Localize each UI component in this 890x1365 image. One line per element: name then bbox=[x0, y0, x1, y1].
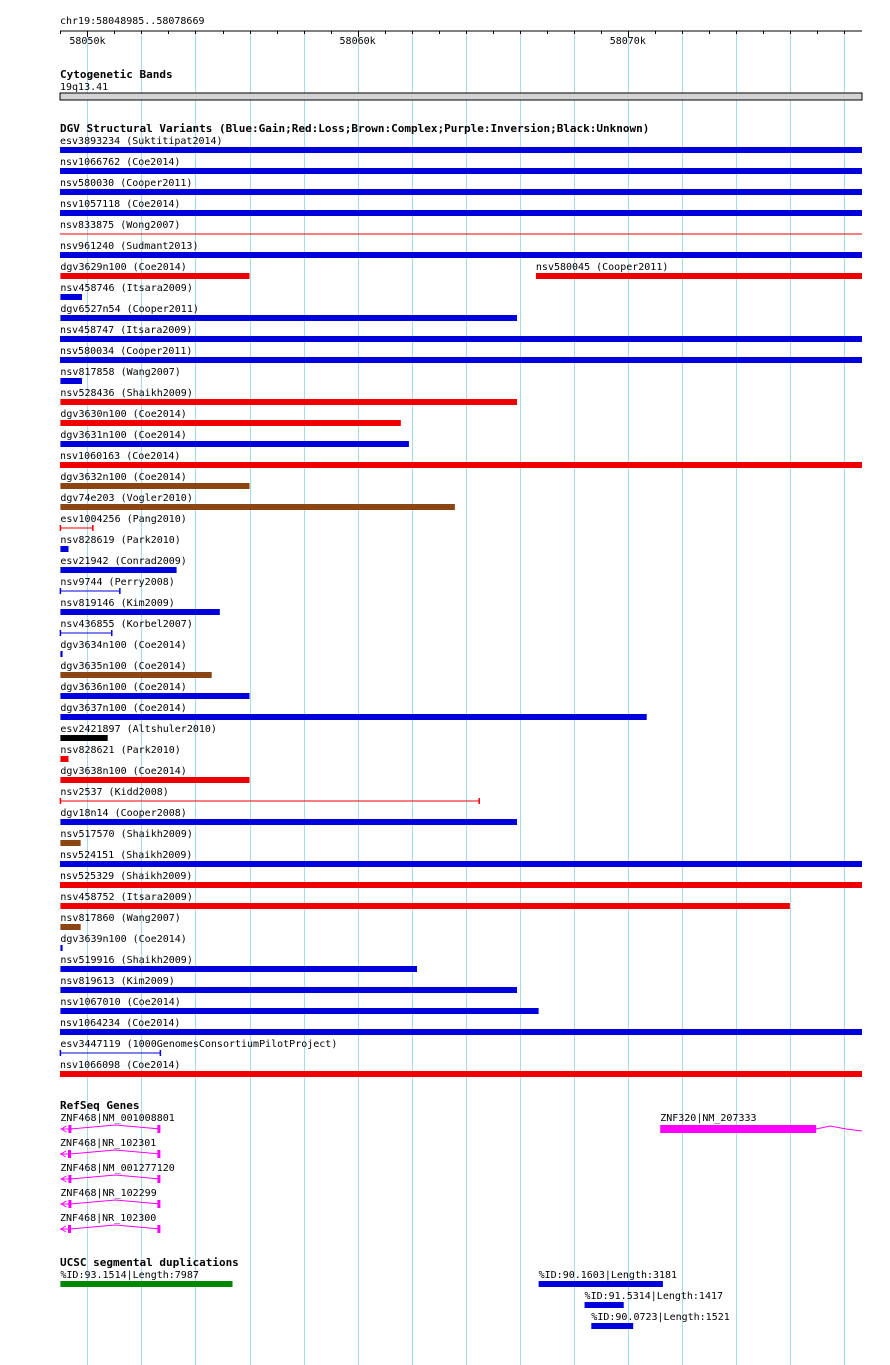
dgv-variant-label: nsv458747 (Itsara2009) bbox=[60, 325, 193, 336]
segdup-bar[interactable] bbox=[539, 1281, 663, 1287]
dgv-variant[interactable] bbox=[60, 787, 479, 804]
dgv-variant-label: nsv819613 (Kim2009) bbox=[60, 976, 175, 987]
dgv-variant[interactable] bbox=[60, 451, 862, 468]
segdup-bar[interactable] bbox=[585, 1302, 624, 1308]
dgv-variant-bar[interactable] bbox=[60, 987, 517, 993]
dgv-variant[interactable] bbox=[60, 199, 862, 216]
dgv-variant-label: nsv817860 (Wang2007) bbox=[60, 913, 181, 924]
region-label: chr19:58048985..58078669 bbox=[60, 16, 205, 27]
dgv-variant[interactable] bbox=[60, 514, 186, 531]
dgv-variant[interactable] bbox=[60, 682, 249, 699]
refseq-exon[interactable] bbox=[68, 1175, 71, 1183]
dgv-variant-label: nsv1064234 (Coe2014) bbox=[60, 1018, 181, 1029]
dgv-variant-bar[interactable] bbox=[60, 966, 417, 972]
segdup-feature[interactable] bbox=[539, 1270, 677, 1287]
dgv-variant-bar[interactable] bbox=[60, 1008, 538, 1014]
refseq-exon[interactable] bbox=[660, 1125, 816, 1133]
dgv-variant-bar[interactable] bbox=[60, 483, 249, 489]
refseq-exon[interactable] bbox=[157, 1125, 160, 1133]
dgv-variant-label: nsv458752 (Itsara2009) bbox=[60, 892, 193, 903]
refseq-gene[interactable] bbox=[60, 1138, 160, 1158]
refseq-exon[interactable] bbox=[68, 1200, 71, 1208]
dgv-variant-label: dgv18n14 (Cooper2008) bbox=[60, 808, 187, 819]
dgv-variant-bar[interactable] bbox=[60, 672, 211, 678]
dgv-variant[interactable] bbox=[60, 703, 646, 720]
segdup-features bbox=[60, 1270, 729, 1329]
ruler-tick-label: 58060k bbox=[339, 36, 376, 47]
dgv-variant[interactable] bbox=[60, 535, 180, 552]
refseq-track-title[interactable]: RefSeq Genes bbox=[60, 1099, 140, 1112]
dgv-variant-label: esv3447119 (1000GenomesConsortiumPilotProject) bbox=[60, 1039, 338, 1050]
ruler-track bbox=[60, 16, 862, 47]
ruler-tick-label: 58070k bbox=[609, 36, 646, 47]
segdup-label: %ID:90.1603|Length:3181 bbox=[538, 1270, 678, 1281]
segdup-bar[interactable] bbox=[60, 1281, 232, 1287]
dgv-variant[interactable] bbox=[60, 892, 789, 909]
dgv-variant[interactable] bbox=[60, 283, 192, 300]
dgv-variant[interactable] bbox=[60, 871, 862, 888]
refseq-gene[interactable] bbox=[60, 1113, 174, 1133]
dgv-variant-bar[interactable] bbox=[60, 777, 249, 783]
dgv-variant-bar[interactable] bbox=[60, 252, 862, 258]
segdup-label: %ID:90.0723|Length:1521 bbox=[591, 1312, 730, 1323]
dgv-variant-label: nsv525329 (Shaikh2009) bbox=[60, 871, 193, 882]
dgv-variant-label: nsv961240 (Sudmant2013) bbox=[60, 241, 199, 252]
dgv-variant-bar[interactable] bbox=[60, 1071, 862, 1077]
dgv-variant[interactable] bbox=[60, 766, 249, 783]
dgv-variant-label: dgv74e203 (Vogler2010) bbox=[60, 493, 193, 504]
cytoband-track-title[interactable]: Cytogenetic Bands bbox=[60, 68, 173, 81]
segdup-track bbox=[60, 1256, 730, 1329]
refseq-gene[interactable] bbox=[60, 1188, 160, 1208]
refseq-intron bbox=[70, 1225, 160, 1229]
dgv-variant-bar[interactable] bbox=[60, 504, 454, 510]
dgv-variant[interactable] bbox=[60, 640, 186, 657]
dgv-variant[interactable] bbox=[60, 724, 217, 741]
dgv-variant-label: nsv436855 (Korbel2007) bbox=[60, 619, 193, 630]
refseq-exon[interactable] bbox=[157, 1175, 160, 1183]
dgv-variant[interactable] bbox=[60, 136, 862, 153]
cytoband-track bbox=[60, 68, 862, 100]
dgv-variant[interactable] bbox=[60, 577, 174, 594]
dgv-variant[interactable] bbox=[60, 808, 517, 825]
dgv-track bbox=[60, 122, 862, 1077]
dgv-variant-label: nsv819146 (Kim2009) bbox=[60, 598, 175, 609]
dgv-variant[interactable] bbox=[60, 430, 409, 447]
refseq-gene-label: ZNF468|NM_001008801 bbox=[60, 1113, 175, 1124]
ruler-tick-label: 58050k bbox=[69, 36, 106, 47]
dgv-variant-bar[interactable] bbox=[60, 210, 862, 216]
dgv-variant-label: nsv9744 (Perry2008) bbox=[60, 577, 175, 588]
dgv-variant-bar[interactable] bbox=[60, 315, 517, 321]
dgv-variant-bar[interactable] bbox=[60, 924, 80, 930]
dgv-variant-label: nsv1060163 (Coe2014) bbox=[60, 451, 181, 462]
dgv-variant-bar[interactable] bbox=[60, 1029, 862, 1035]
refseq-exon[interactable] bbox=[157, 1200, 160, 1208]
dgv-variant-bar[interactable] bbox=[60, 945, 62, 951]
dgv-variant-label: dgv3635n100 (Coe2014) bbox=[60, 661, 187, 672]
dgv-variant[interactable] bbox=[60, 661, 211, 678]
dgv-variant-label: nsv828621 (Park2010) bbox=[60, 745, 181, 756]
refseq-gene[interactable] bbox=[60, 1213, 160, 1233]
dgv-variant[interactable] bbox=[60, 346, 862, 363]
refseq-gene-label: ZNF320|NM_207333 bbox=[660, 1113, 757, 1124]
refseq-gene-label: ZNF468|NR_102299 bbox=[60, 1188, 157, 1199]
dgv-variant-bar[interactable] bbox=[60, 693, 249, 699]
segdup-label: %ID:91.5314|Length:1417 bbox=[584, 1291, 724, 1302]
dgv-variant-label: dgv3638n100 (Coe2014) bbox=[60, 766, 187, 777]
dgv-variant[interactable] bbox=[60, 745, 180, 762]
dgv-variant-bar[interactable] bbox=[60, 714, 646, 720]
dgv-variant[interactable] bbox=[60, 619, 192, 636]
dgv-variant-label: nsv1066098 (Coe2014) bbox=[60, 1060, 181, 1071]
dgv-variant-label: esv21942 (Conrad2009) bbox=[60, 556, 187, 567]
dgv-variant[interactable] bbox=[60, 367, 180, 384]
dgv-variant[interactable] bbox=[60, 955, 417, 972]
dgv-variant-label: dgv3631n100 (Coe2014) bbox=[60, 430, 187, 441]
dgv-variant[interactable] bbox=[60, 472, 249, 489]
dgv-variant-label: nsv524151 (Shaikh2009) bbox=[60, 850, 193, 861]
dgv-variant-bar[interactable] bbox=[60, 651, 62, 657]
dgv-variant-bar[interactable] bbox=[60, 420, 400, 426]
dgv-variant-bar[interactable] bbox=[60, 567, 176, 573]
segdup-feature[interactable] bbox=[585, 1291, 723, 1308]
dgv-variant[interactable] bbox=[60, 913, 180, 930]
dgv-variant[interactable] bbox=[60, 304, 517, 321]
dgv-variant-label: nsv580030 (Cooper2011) bbox=[60, 178, 193, 189]
dgv-variant-bar[interactable] bbox=[60, 609, 219, 615]
dgv-variant-label: dgv3639n100 (Coe2014) bbox=[60, 934, 187, 945]
dgv-variant[interactable] bbox=[60, 325, 862, 342]
dgv-track-title[interactable]: DGV Structural Variants (Blue:Gain;Red:Loss;Brown:Complex;Purple:Inversion;Black:Unknown) bbox=[60, 122, 650, 135]
dgv-variant-label: nsv833875 (Wong2007) bbox=[60, 220, 181, 231]
segdup-feature[interactable] bbox=[591, 1312, 729, 1329]
dgv-variant[interactable] bbox=[536, 262, 862, 279]
dgv-variant-bar[interactable] bbox=[60, 378, 82, 384]
dgv-variant-label: esv2421897 (Altshuler2010) bbox=[60, 724, 217, 735]
dgv-variant-bar[interactable] bbox=[536, 273, 862, 279]
dgv-variant-label: esv1004256 (Pang2010) bbox=[60, 514, 187, 525]
refseq-gene[interactable] bbox=[60, 1163, 174, 1183]
dgv-variant-bar[interactable] bbox=[60, 273, 249, 279]
dgv-features bbox=[60, 136, 862, 1077]
dgv-variant[interactable] bbox=[60, 262, 249, 279]
dgv-variant-label: dgv3630n100 (Coe2014) bbox=[60, 409, 187, 420]
refseq-gene-label: ZNF468|NR_102300 bbox=[60, 1213, 157, 1224]
dgv-variant[interactable] bbox=[60, 556, 186, 573]
dgv-variant-bar[interactable] bbox=[60, 546, 68, 552]
dgv-variant-label: dgv3636n100 (Coe2014) bbox=[60, 682, 187, 693]
segdup-track-title[interactable]: UCSC segmental duplications bbox=[60, 1256, 239, 1269]
segdup-feature[interactable] bbox=[60, 1270, 232, 1287]
refseq-exon[interactable] bbox=[68, 1125, 71, 1133]
dgv-variant[interactable] bbox=[60, 241, 862, 258]
dgv-variant-bar[interactable] bbox=[60, 399, 517, 405]
dgv-variant-label: nsv580034 (Cooper2011) bbox=[60, 346, 193, 357]
dgv-variant[interactable] bbox=[60, 220, 862, 234]
dgv-variant-label: nsv517570 (Shaikh2009) bbox=[60, 829, 193, 840]
dgv-variant[interactable] bbox=[60, 976, 517, 993]
cytoband-bar[interactable] bbox=[60, 93, 862, 100]
dgv-variant-bar[interactable] bbox=[60, 756, 68, 762]
refseq-exon[interactable] bbox=[68, 1150, 71, 1158]
dgv-variant-label: nsv1067010 (Coe2014) bbox=[60, 997, 181, 1008]
refseq-exon[interactable] bbox=[157, 1150, 160, 1158]
refseq-intron bbox=[70, 1150, 160, 1154]
dgv-variant-label: nsv580045 (Cooper2011) bbox=[535, 262, 669, 273]
dgv-variant-bar[interactable] bbox=[60, 336, 862, 342]
dgv-variant-label: dgv3634n100 (Coe2014) bbox=[60, 640, 187, 651]
dgv-variant[interactable] bbox=[60, 388, 517, 405]
dgv-variant-bar[interactable] bbox=[60, 189, 862, 195]
cytoband-label: 19q13.41 bbox=[60, 82, 109, 93]
dgv-variant[interactable] bbox=[60, 934, 186, 951]
dgv-variant[interactable] bbox=[60, 157, 862, 174]
segdup-label: %ID:93.1514|Length:7987 bbox=[60, 1270, 199, 1281]
dgv-variant-bar[interactable] bbox=[60, 882, 862, 888]
segdup-bar[interactable] bbox=[591, 1323, 633, 1329]
dgv-variant-bar[interactable] bbox=[60, 168, 862, 174]
dgv-variant-bar[interactable] bbox=[60, 819, 517, 825]
dgv-variant-label: dgv6527n54 (Cooper2011) bbox=[60, 304, 199, 315]
dgv-variant-bar[interactable] bbox=[60, 735, 107, 741]
dgv-variant-label: nsv1066762 (Coe2014) bbox=[60, 157, 181, 168]
refseq-gene-label: ZNF468|NM_001277120 bbox=[60, 1163, 175, 1174]
dgv-variant-bar[interactable] bbox=[60, 294, 82, 300]
dgv-variant-label: nsv458746 (Itsara2009) bbox=[60, 283, 193, 294]
dgv-variant-bar[interactable] bbox=[60, 840, 80, 846]
dgv-variant-label: nsv817858 (Wang2007) bbox=[60, 367, 181, 378]
dgv-variant-bar[interactable] bbox=[60, 903, 789, 909]
dgv-variant-label: esv3893234 (Suktitipat2014) bbox=[60, 136, 223, 147]
dgv-variant-label: nsv519916 (Shaikh2009) bbox=[60, 955, 193, 966]
dgv-variant-label: dgv3629n100 (Coe2014) bbox=[60, 262, 187, 273]
dgv-variant-label: dgv3637n100 (Coe2014) bbox=[60, 703, 187, 714]
dgv-variant[interactable] bbox=[60, 409, 400, 426]
dgv-variant-label: nsv1057118 (Coe2014) bbox=[60, 199, 181, 210]
dgv-variant-bar[interactable] bbox=[60, 861, 862, 867]
dgv-variant[interactable] bbox=[60, 493, 454, 510]
dgv-variant-label: dgv3632n100 (Coe2014) bbox=[60, 472, 187, 483]
dgv-variant-label: nsv528436 (Shaikh2009) bbox=[60, 388, 193, 399]
dgv-variant-bar[interactable] bbox=[60, 357, 862, 363]
refseq-intron bbox=[70, 1200, 160, 1204]
dgv-variant-label: nsv828619 (Park2010) bbox=[60, 535, 181, 546]
dgv-variant-label: nsv2537 (Kidd2008) bbox=[60, 787, 169, 798]
refseq-track bbox=[60, 1099, 862, 1233]
ruler-ticks bbox=[61, 31, 845, 47]
dgv-variant[interactable] bbox=[60, 1018, 862, 1035]
refseq-exon[interactable] bbox=[68, 1225, 71, 1233]
refseq-intron bbox=[816, 1126, 862, 1131]
refseq-features bbox=[60, 1113, 862, 1233]
refseq-gene[interactable] bbox=[660, 1113, 862, 1133]
refseq-exon[interactable] bbox=[157, 1225, 160, 1233]
refseq-intron bbox=[70, 1125, 160, 1129]
refseq-intron bbox=[70, 1175, 160, 1179]
dgv-variant-bar[interactable] bbox=[60, 462, 862, 468]
dgv-variant[interactable] bbox=[60, 1060, 862, 1077]
dgv-variant[interactable] bbox=[60, 829, 192, 846]
dgv-variant[interactable] bbox=[60, 178, 862, 195]
dgv-variant[interactable] bbox=[60, 1039, 337, 1056]
dgv-variant-bar[interactable] bbox=[60, 441, 409, 447]
dgv-variant-bar[interactable] bbox=[60, 147, 862, 153]
dgv-variant[interactable] bbox=[60, 850, 862, 867]
refseq-gene-label: ZNF468|NR_102301 bbox=[60, 1138, 157, 1149]
